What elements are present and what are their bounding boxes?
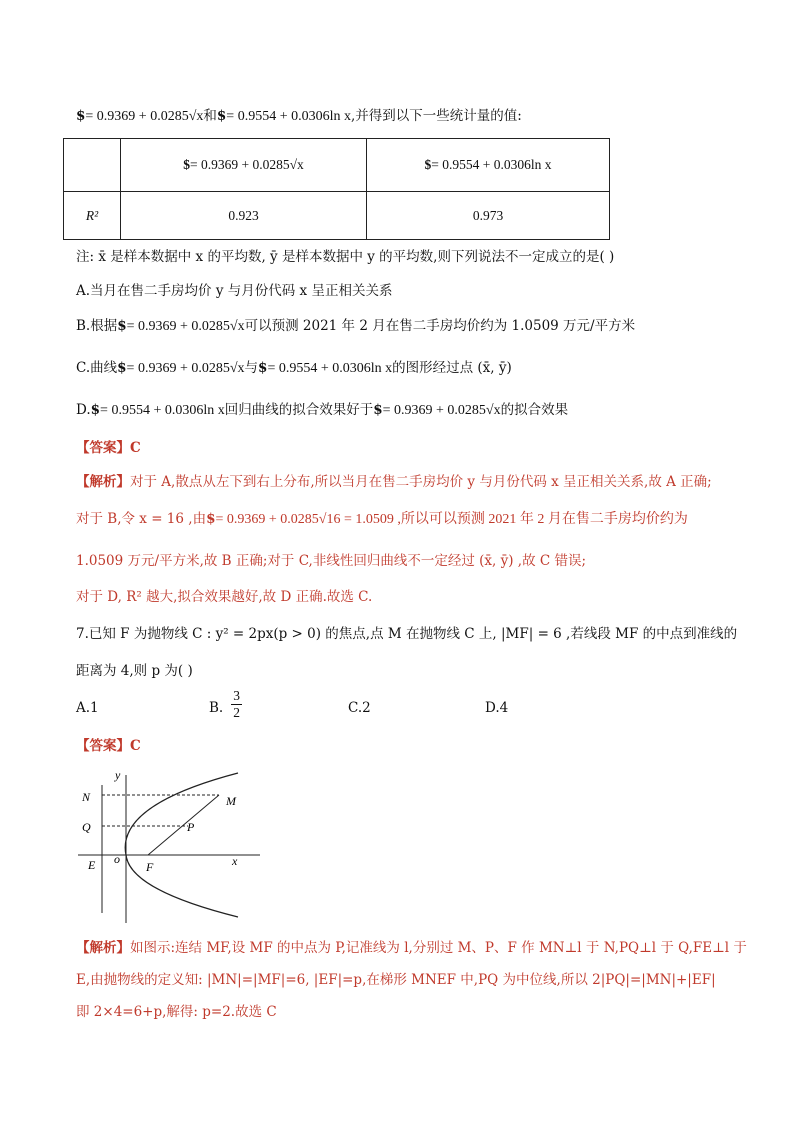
q7-analysis-line1: 【解析】如图示:连结 MF,设 MF 的中点为 P,记准线为 l,分别过 M、P、F 作 MN⊥l 于 N,PQ⊥l 于 Q,FE⊥l 于 (76, 940, 747, 956)
option-a: A.当月在售二手房均价 y 与月份代码 x 呈正相关关系 (76, 283, 393, 299)
label-o: o (114, 852, 120, 866)
q7-stem-line1: 7.已知 F 为抛物线 C : y² = 2px(p > 0) 的焦点,点 M 在抛物线 C 上, |MF| = 6 ,若线段 MF 的中点到准线的 (76, 626, 738, 642)
q7-analysis-line3: 即 2×4=6+p,解得: p=2.故选 C (76, 1004, 277, 1020)
q6-analysis-line3: 1.0509 万元/平方米,故 B 正确;对于 C,非线性回归曲线不一定经过 (x̄, ȳ) ,故 C 错误; (76, 553, 587, 569)
q6-answer: 【答案】C (76, 440, 141, 456)
table-corner-cell (64, 139, 121, 192)
label-p: P (187, 820, 195, 834)
label-q: Q (82, 820, 91, 834)
q7-option-b: B. $\frac{3}{2}$ (209, 688, 240, 720)
q7-option-c: C.2 (348, 700, 371, 716)
option-d: D.$= 0.9554 + 0.0306ln x回归曲线的拟合效果好于$= 0.9369 + 0.0285√x的拟合效果 (76, 402, 569, 418)
q7-analysis-line2: E,由抛物线的定义知: |MN|=|MF|=6, |EF|=p,在梯形 MNEF 中,PQ 为中位线,所以 2|PQ|=|MN|+|EF| (76, 972, 716, 988)
y-hat-symbol: $ (76, 108, 86, 124)
option-c: C.曲线$= 0.9369 + 0.0285√x与$= 0.9554 + 0.0306ln x的图形经过点 (x̄, ȳ) (76, 360, 512, 376)
y-hat-symbol: $ (216, 108, 227, 124)
model2-equation: = 0.9554 + 0.0306ln x (226, 109, 351, 124)
table-value-model2: 0.973 (367, 192, 610, 240)
intro-join: 和 (203, 108, 217, 124)
parabola-figure (70, 765, 270, 925)
table-row-label: R² (64, 192, 121, 240)
q6-analysis-line2: 对于 B,令 x = 16 ,由$= 0.9369 + 0.0285√16 = 1.0509 ,所以可以预测 2021 年 2 月在售二手房均价约为 (76, 511, 688, 527)
table-header-model1: $= 0.9369 + 0.0285√x (121, 139, 367, 192)
q6-analysis-line1: 【解析】对于 A,散点从左下到右上分布,所以当月在售二手房均价 y 与月份代码 x 呈正相关关系,故 A 正确; (76, 474, 712, 490)
label-e: E (88, 858, 96, 872)
label-n: N (82, 790, 91, 804)
q7-stem-line2: 距离为 4,则 p 为( ) (76, 663, 193, 679)
segment-mf (148, 795, 219, 855)
fraction-numerator: 3 (233, 688, 240, 703)
table-row (64, 192, 610, 240)
intro-line (76, 106, 736, 127)
label-x: x (232, 854, 238, 868)
q6-analysis-line4: 对于 D, R² 越大,拟合效果越好,故 D 正确.故选 C. (76, 589, 373, 605)
option-b: B.根据$= 0.9369 + 0.0285√x可以预测 2021 年 2 月在售二手房均价约为 1.0509 万元/平方米 (76, 318, 636, 334)
model1-equation: = 0.9369 + 0.0285√x (85, 109, 204, 124)
label-y: y (115, 768, 121, 782)
q7-option-a: A.1 (76, 700, 99, 716)
intro-tail: ,并得到以下一些统计量的值: (350, 108, 522, 124)
label-f: F (146, 860, 154, 874)
statistics-table (63, 138, 610, 240)
table-header-row (64, 139, 610, 192)
table-value-model1: 0.923 (121, 192, 367, 240)
table-header-model2: $= 0.9554 + 0.0306ln x (367, 139, 610, 192)
fraction-denominator: 2 (233, 705, 240, 720)
q7-answer: 【答案】C (76, 738, 141, 754)
q7-option-d: D.4 (485, 700, 509, 716)
question-note: 注: x̄ 是样本数据中 x 的平均数, ȳ 是样本数据中 y 的平均数,则下列说法不一定成立的是( ) (76, 249, 615, 265)
label-m: M (226, 794, 236, 808)
